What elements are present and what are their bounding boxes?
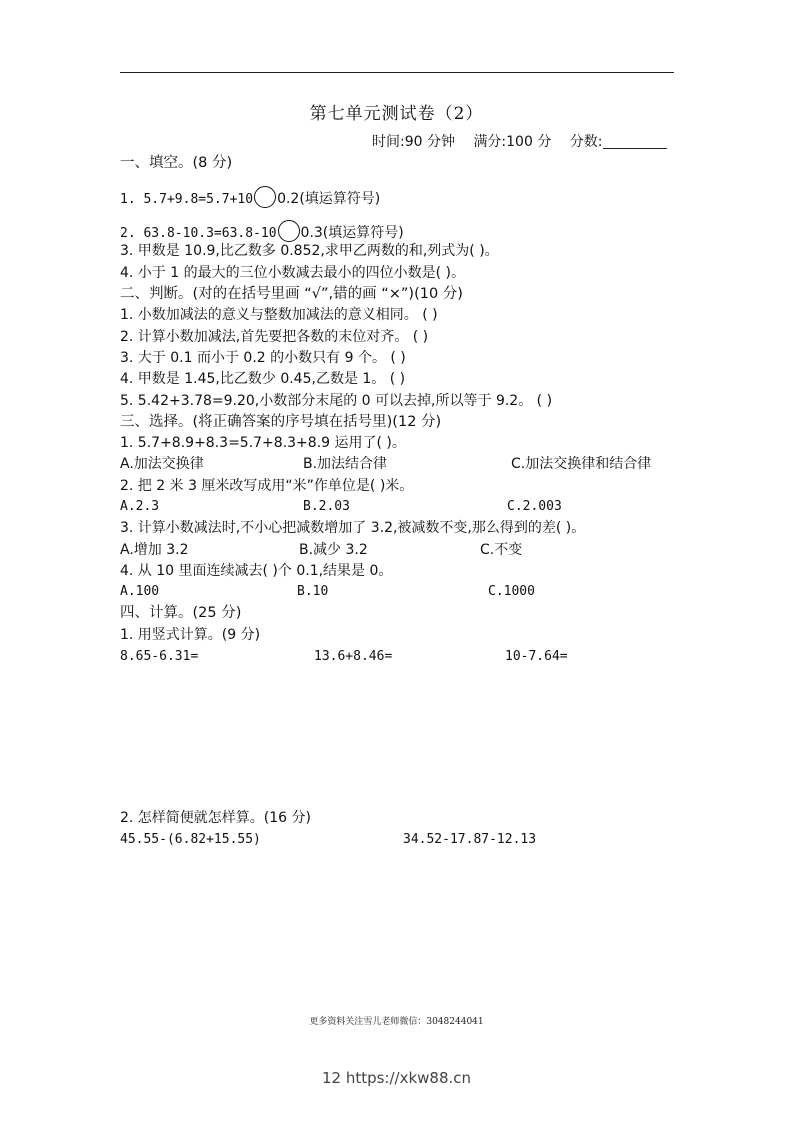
footer-note: 更多资料关注雪儿老师微信：3048244041 xyxy=(309,1017,484,1027)
section-judge-heading: 二、判断。(对的在括号里画 “√”,错的画 “×”)(10 分) xyxy=(120,286,463,302)
answer-circle-icon[interactable] xyxy=(254,186,276,208)
choice-q1-option-c[interactable]: C.加法交换律和结合律 xyxy=(511,456,652,472)
judge-question-4: 4. 甲数是 1.45,比乙数少 0.45,乙数是 1。 ( ) xyxy=(120,371,406,387)
calc-part-2-heading: 2. 怎样简便就怎样算。(16 分) xyxy=(120,810,311,826)
judge-question-2: 2. 计算小数加减法,首先要把各数的末位对齐。 ( ) xyxy=(120,329,429,345)
header-rule xyxy=(120,72,674,73)
section-fill-heading: 一、填空。(8 分) xyxy=(120,155,233,171)
choice-q3-option-a[interactable]: A.增加 3.2 xyxy=(120,542,189,558)
choice-q4-option-b[interactable]: B.10 xyxy=(297,584,329,599)
calc-simplify-2: 34.52-17.87-12.13 xyxy=(403,832,537,847)
choice-q2-option-c[interactable]: C.2.003 xyxy=(507,499,562,514)
page-watermark: 12 https://xkw88.cn xyxy=(321,1069,472,1087)
choice-q1-option-b[interactable]: B.加法结合律 xyxy=(303,456,388,472)
calc-simplify-1: 45.55-(6.82+15.55) xyxy=(120,832,261,847)
section-calc-heading: 四、计算。(25 分) xyxy=(120,605,242,621)
judge-question-5: 5. 5.42+3.78=9.20,小数部分末尾的 0 可以去掉,所以等于 9.2。 ( ) xyxy=(120,393,553,409)
calc-vertical-2: 13.6+8.46= xyxy=(314,649,393,664)
section-choice-heading: 三、选择。(将正确答案的序号填在括号里)(12 分) xyxy=(120,414,442,430)
answer-circle-icon[interactable] xyxy=(278,220,300,242)
choice-q4-option-c[interactable]: C.1000 xyxy=(488,584,535,599)
judge-question-3: 3. 大于 0.1 而小于 0.2 的小数只有 9 个。 ( ) xyxy=(120,350,406,366)
choice-q3-option-b[interactable]: B.减少 3.2 xyxy=(299,542,368,558)
fill-question-4: 4. 小于 1 的最大的三位小数减去最小的四位小数是( )。 xyxy=(120,265,465,281)
calc-vertical-1: 8.65-6.31= xyxy=(120,649,199,664)
fill-q1-tail: 0.2(填运算符号) xyxy=(277,191,381,207)
choice-q2-option-b[interactable]: B.2.03 xyxy=(303,499,350,514)
score-blank[interactable] xyxy=(603,134,667,149)
choice-question-2: 2. 把 2 米 3 厘米改写成用“米”作单位是( )米。 xyxy=(120,478,414,494)
choice-q2-option-a[interactable]: A.2.3 xyxy=(120,499,160,514)
time-limit: 时间:90 分钟 xyxy=(372,134,455,150)
full-score: 满分:100 分 xyxy=(473,134,552,150)
choice-question-1: 1. 5.7+8.9+8.3=5.7+8.3+8.9 运用了( )。 xyxy=(120,435,406,451)
fill-question-2 xyxy=(120,220,404,242)
exam-meta xyxy=(372,134,681,149)
choice-q4-option-a[interactable]: A.100 xyxy=(120,584,160,599)
score-label: 分数: xyxy=(569,134,603,150)
judge-question-1: 1. 小数加减法的意义与整数加减法的意义相同。 ( ) xyxy=(120,307,438,323)
calc-part-1-heading: 1. 用竖式计算。(9 分) xyxy=(120,627,261,643)
fill-q2-tail: 0.3(填运算符号) xyxy=(300,225,404,241)
fill-question-3: 3. 甲数是 10.9,比乙数多 0.852,求甲乙两数的和,列式为( )。 xyxy=(120,243,499,259)
fill-question-1 xyxy=(120,186,380,208)
choice-q1-option-a[interactable]: A.加法交换律 xyxy=(120,456,204,472)
calc-vertical-3: 10-7.64= xyxy=(505,649,568,664)
choice-q3-option-c[interactable]: C.不变 xyxy=(480,542,523,558)
choice-question-3: 3. 计算小数减法时,不小心把减数增加了 3.2,被减数不变,那么得到的差( )。 xyxy=(120,520,586,536)
page-title: 第七单元测试卷（2） xyxy=(309,104,484,124)
fill-q1-expression: 1. 5.7+9.8=5.7+10 xyxy=(120,192,254,207)
choice-question-4: 4. 从 10 里面连续减去( )个 0.1,结果是 0。 xyxy=(120,563,393,579)
fill-q2-expression: 2. 63.8-10.3=63.8-10 xyxy=(120,226,277,241)
